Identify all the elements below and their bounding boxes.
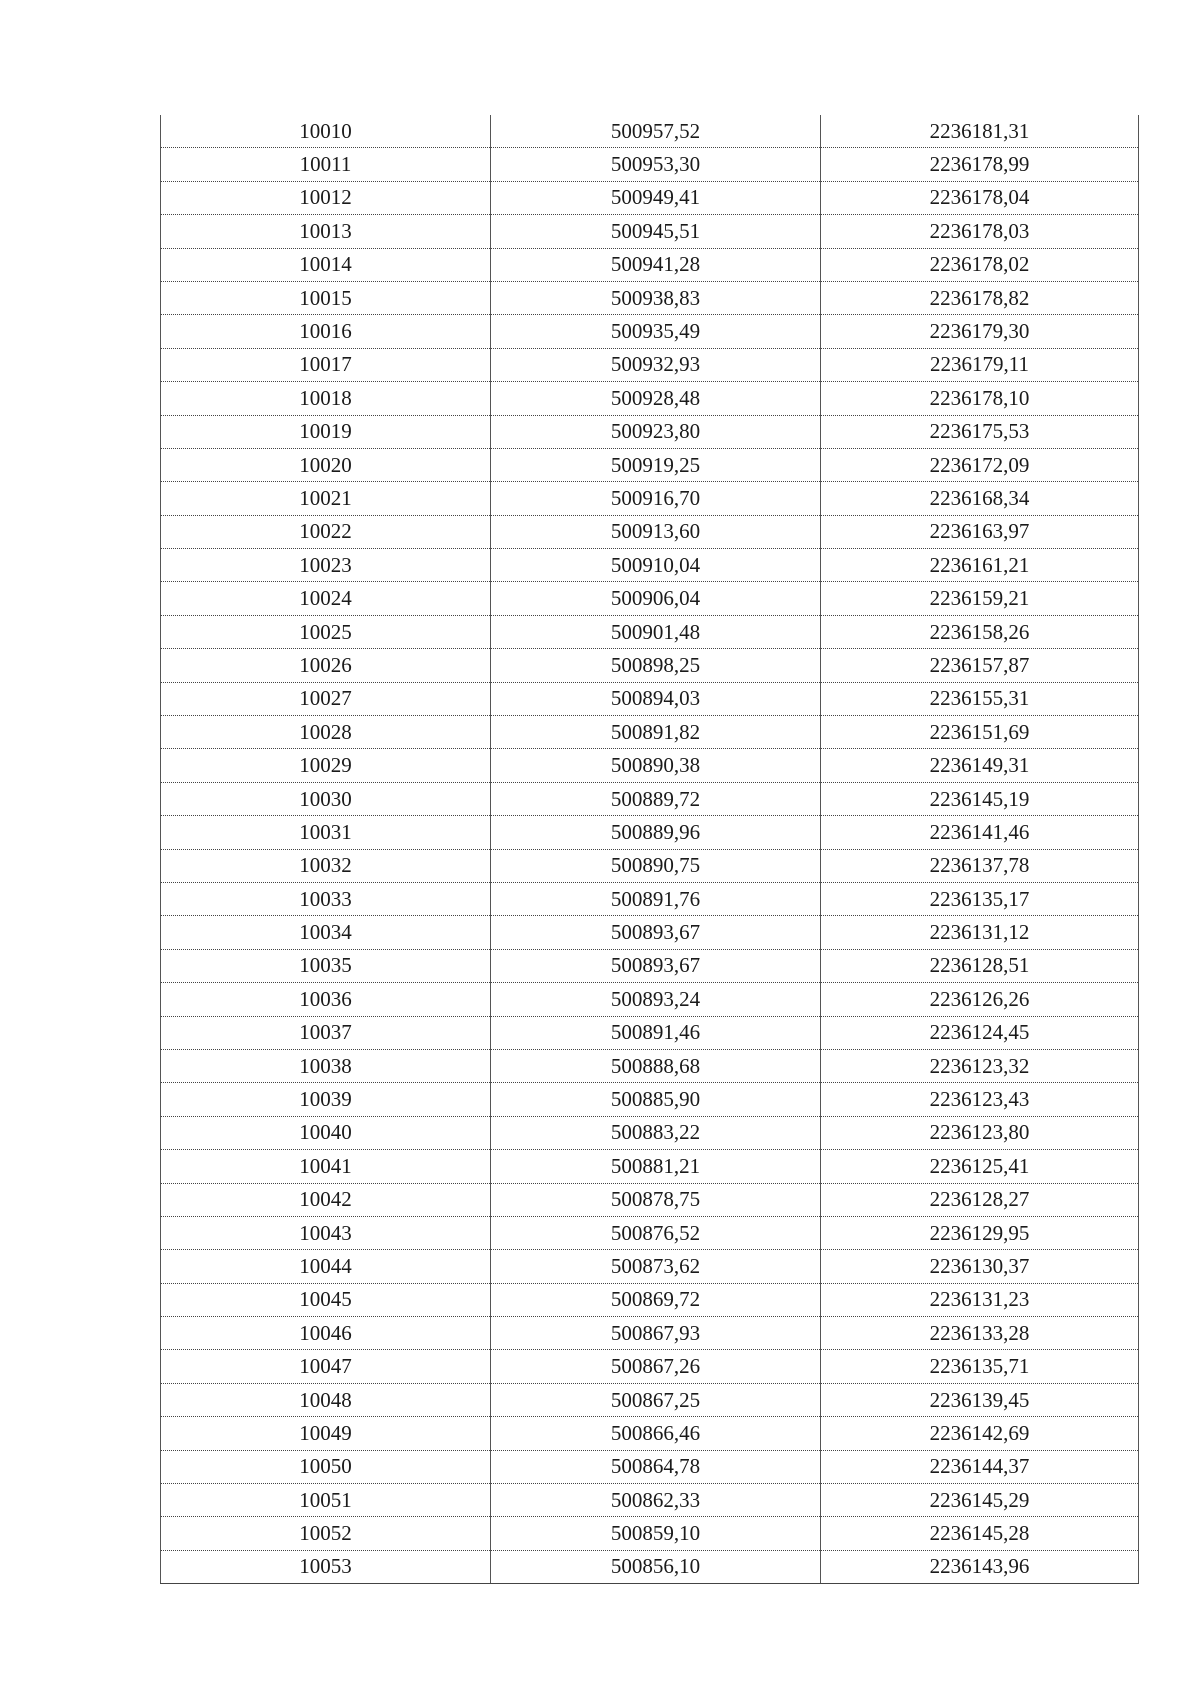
y-coordinate-cell: 2236133,28 (821, 1317, 1139, 1350)
x-coordinate-cell: 500945,51 (491, 215, 821, 248)
table-row (161, 315, 1139, 348)
x-coordinate-cell: 500893,67 (491, 916, 821, 949)
y-coordinate-cell: 2236128,27 (821, 1183, 1139, 1216)
point-number-cell: 10018 (161, 382, 491, 415)
point-number-cell: 10053 (161, 1550, 491, 1583)
point-number-cell: 10036 (161, 983, 491, 1016)
y-coordinate-cell: 2236179,30 (821, 315, 1139, 348)
table-row (161, 482, 1139, 515)
point-number-cell: 10010 (161, 115, 491, 148)
coordinates-table (160, 115, 1139, 1584)
y-coordinate-cell: 2236158,26 (821, 615, 1139, 648)
x-coordinate-cell: 500867,26 (491, 1350, 821, 1383)
x-coordinate-cell: 500916,70 (491, 482, 821, 515)
table-row (161, 1383, 1139, 1416)
y-coordinate-cell: 2236178,04 (821, 181, 1139, 214)
point-number-cell: 10050 (161, 1450, 491, 1483)
table-row (161, 1183, 1139, 1216)
point-number-cell: 10052 (161, 1517, 491, 1550)
point-number-cell: 10026 (161, 649, 491, 682)
y-coordinate-cell: 2236163,97 (821, 515, 1139, 548)
y-coordinate-cell: 2236151,69 (821, 716, 1139, 749)
x-coordinate-cell: 500919,25 (491, 448, 821, 481)
point-number-cell: 10037 (161, 1016, 491, 1049)
table-row (161, 248, 1139, 281)
y-coordinate-cell: 2236161,21 (821, 549, 1139, 582)
point-number-cell: 10024 (161, 582, 491, 615)
y-coordinate-cell: 2236131,23 (821, 1283, 1139, 1316)
y-coordinate-cell: 2236128,51 (821, 949, 1139, 982)
point-number-cell: 10042 (161, 1183, 491, 1216)
table-row (161, 415, 1139, 448)
x-coordinate-cell: 500891,46 (491, 1016, 821, 1049)
x-coordinate-cell: 500949,41 (491, 181, 821, 214)
x-coordinate-cell: 500957,52 (491, 115, 821, 148)
y-coordinate-cell: 2236178,99 (821, 148, 1139, 181)
y-coordinate-cell: 2236144,37 (821, 1450, 1139, 1483)
x-coordinate-cell: 500885,90 (491, 1083, 821, 1116)
x-coordinate-cell: 500864,78 (491, 1450, 821, 1483)
y-coordinate-cell: 2236149,31 (821, 749, 1139, 782)
x-coordinate-cell: 500888,68 (491, 1049, 821, 1082)
y-coordinate-cell: 2236159,21 (821, 582, 1139, 615)
table-row (161, 1216, 1139, 1249)
x-coordinate-cell: 500866,46 (491, 1417, 821, 1450)
table-row (161, 549, 1139, 582)
table-row (161, 949, 1139, 982)
table-row (161, 1317, 1139, 1350)
x-coordinate-cell: 500859,10 (491, 1517, 821, 1550)
x-coordinate-cell: 500923,80 (491, 415, 821, 448)
x-coordinate-cell: 500910,04 (491, 549, 821, 582)
x-coordinate-cell: 500862,33 (491, 1484, 821, 1517)
point-number-cell: 10013 (161, 215, 491, 248)
x-coordinate-cell: 500876,52 (491, 1216, 821, 1249)
x-coordinate-cell: 500901,48 (491, 615, 821, 648)
point-number-cell: 10014 (161, 248, 491, 281)
point-number-cell: 10029 (161, 749, 491, 782)
table-row (161, 582, 1139, 615)
table-row (161, 1283, 1139, 1316)
point-number-cell: 10051 (161, 1484, 491, 1517)
table-row (161, 649, 1139, 682)
y-coordinate-cell: 2236157,87 (821, 649, 1139, 682)
y-coordinate-cell: 2236124,45 (821, 1016, 1139, 1049)
table-row (161, 1517, 1139, 1550)
table-row (161, 816, 1139, 849)
x-coordinate-cell: 500893,24 (491, 983, 821, 1016)
table-row (161, 382, 1139, 415)
x-coordinate-cell: 500938,83 (491, 281, 821, 314)
y-coordinate-cell: 2236155,31 (821, 682, 1139, 715)
point-number-cell: 10038 (161, 1049, 491, 1082)
y-coordinate-cell: 2236123,32 (821, 1049, 1139, 1082)
table-row (161, 448, 1139, 481)
y-coordinate-cell: 2236143,96 (821, 1550, 1139, 1583)
point-number-cell: 10017 (161, 348, 491, 381)
x-coordinate-cell: 500881,21 (491, 1150, 821, 1183)
point-number-cell: 10043 (161, 1216, 491, 1249)
x-coordinate-cell: 500891,82 (491, 716, 821, 749)
y-coordinate-cell: 2236145,29 (821, 1484, 1139, 1517)
point-number-cell: 10031 (161, 816, 491, 849)
table-row (161, 615, 1139, 648)
table-row (161, 1450, 1139, 1483)
table-row (161, 716, 1139, 749)
table-row (161, 1016, 1139, 1049)
table-row (161, 1049, 1139, 1082)
point-number-cell: 10025 (161, 615, 491, 648)
x-coordinate-cell: 500889,72 (491, 782, 821, 815)
y-coordinate-cell: 2236145,28 (821, 1517, 1139, 1550)
point-number-cell: 10039 (161, 1083, 491, 1116)
point-number-cell: 10023 (161, 549, 491, 582)
y-coordinate-cell: 2236179,11 (821, 348, 1139, 381)
y-coordinate-cell: 2236139,45 (821, 1383, 1139, 1416)
x-coordinate-cell: 500869,72 (491, 1283, 821, 1316)
x-coordinate-cell: 500893,67 (491, 949, 821, 982)
point-number-cell: 10046 (161, 1317, 491, 1350)
y-coordinate-cell: 2236125,41 (821, 1150, 1139, 1183)
x-coordinate-cell: 500891,76 (491, 882, 821, 915)
y-coordinate-cell: 2236141,46 (821, 816, 1139, 849)
table-row (161, 882, 1139, 915)
point-number-cell: 10019 (161, 415, 491, 448)
point-number-cell: 10020 (161, 448, 491, 481)
x-coordinate-cell: 500941,28 (491, 248, 821, 281)
point-number-cell: 10030 (161, 782, 491, 815)
x-coordinate-cell: 500898,25 (491, 649, 821, 682)
y-coordinate-cell: 2236178,82 (821, 281, 1139, 314)
x-coordinate-cell: 500890,75 (491, 849, 821, 882)
y-coordinate-cell: 2236130,37 (821, 1250, 1139, 1283)
table-row (161, 181, 1139, 214)
x-coordinate-cell: 500953,30 (491, 148, 821, 181)
x-coordinate-cell: 500856,10 (491, 1550, 821, 1583)
table-row (161, 348, 1139, 381)
y-coordinate-cell: 2236135,71 (821, 1350, 1139, 1383)
table-row (161, 983, 1139, 1016)
x-coordinate-cell: 500878,75 (491, 1183, 821, 1216)
point-number-cell: 10045 (161, 1283, 491, 1316)
y-coordinate-cell: 2236142,69 (821, 1417, 1139, 1450)
table-row (161, 1417, 1139, 1450)
x-coordinate-cell: 500894,03 (491, 682, 821, 715)
point-number-cell: 10021 (161, 482, 491, 515)
table-row (161, 1250, 1139, 1283)
y-coordinate-cell: 2236129,95 (821, 1216, 1139, 1249)
point-number-cell: 10049 (161, 1417, 491, 1450)
point-number-cell: 10016 (161, 315, 491, 348)
table-row (161, 1350, 1139, 1383)
point-number-cell: 10035 (161, 949, 491, 982)
point-number-cell: 10028 (161, 716, 491, 749)
x-coordinate-cell: 500883,22 (491, 1116, 821, 1149)
x-coordinate-cell: 500932,93 (491, 348, 821, 381)
y-coordinate-cell: 2236131,12 (821, 916, 1139, 949)
point-number-cell: 10015 (161, 281, 491, 314)
y-coordinate-cell: 2236168,34 (821, 482, 1139, 515)
table-row (161, 782, 1139, 815)
point-number-cell: 10044 (161, 1250, 491, 1283)
x-coordinate-cell: 500867,25 (491, 1383, 821, 1416)
y-coordinate-cell: 2236181,31 (821, 115, 1139, 148)
coordinates-table-body (161, 115, 1139, 1584)
point-number-cell: 10047 (161, 1350, 491, 1383)
point-number-cell: 10041 (161, 1150, 491, 1183)
table-row (161, 215, 1139, 248)
table-row (161, 515, 1139, 548)
x-coordinate-cell: 500889,96 (491, 816, 821, 849)
x-coordinate-cell: 500935,49 (491, 315, 821, 348)
y-coordinate-cell: 2236172,09 (821, 448, 1139, 481)
table-row (161, 682, 1139, 715)
y-coordinate-cell: 2236135,17 (821, 882, 1139, 915)
point-number-cell: 10012 (161, 181, 491, 214)
table-row (161, 849, 1139, 882)
table-row (161, 115, 1139, 148)
x-coordinate-cell: 500890,38 (491, 749, 821, 782)
y-coordinate-cell: 2236123,80 (821, 1116, 1139, 1149)
table-row (161, 749, 1139, 782)
point-number-cell: 10027 (161, 682, 491, 715)
y-coordinate-cell: 2236178,10 (821, 382, 1139, 415)
table-row (161, 916, 1139, 949)
table-row (161, 1083, 1139, 1116)
y-coordinate-cell: 2236175,53 (821, 415, 1139, 448)
x-coordinate-cell: 500906,04 (491, 582, 821, 615)
table-row (161, 1484, 1139, 1517)
point-number-cell: 10022 (161, 515, 491, 548)
x-coordinate-cell: 500928,48 (491, 382, 821, 415)
y-coordinate-cell: 2236126,26 (821, 983, 1139, 1016)
point-number-cell: 10040 (161, 1116, 491, 1149)
y-coordinate-cell: 2236178,02 (821, 248, 1139, 281)
point-number-cell: 10048 (161, 1383, 491, 1416)
y-coordinate-cell: 2236137,78 (821, 849, 1139, 882)
point-number-cell: 10034 (161, 916, 491, 949)
table-row (161, 1550, 1139, 1583)
point-number-cell: 10032 (161, 849, 491, 882)
x-coordinate-cell: 500873,62 (491, 1250, 821, 1283)
point-number-cell: 10011 (161, 148, 491, 181)
table-row (161, 1150, 1139, 1183)
y-coordinate-cell: 2236145,19 (821, 782, 1139, 815)
point-number-cell: 10033 (161, 882, 491, 915)
table-row (161, 281, 1139, 314)
table-row (161, 148, 1139, 181)
table-row (161, 1116, 1139, 1149)
y-coordinate-cell: 2236123,43 (821, 1083, 1139, 1116)
x-coordinate-cell: 500913,60 (491, 515, 821, 548)
x-coordinate-cell: 500867,93 (491, 1317, 821, 1350)
y-coordinate-cell: 2236178,03 (821, 215, 1139, 248)
